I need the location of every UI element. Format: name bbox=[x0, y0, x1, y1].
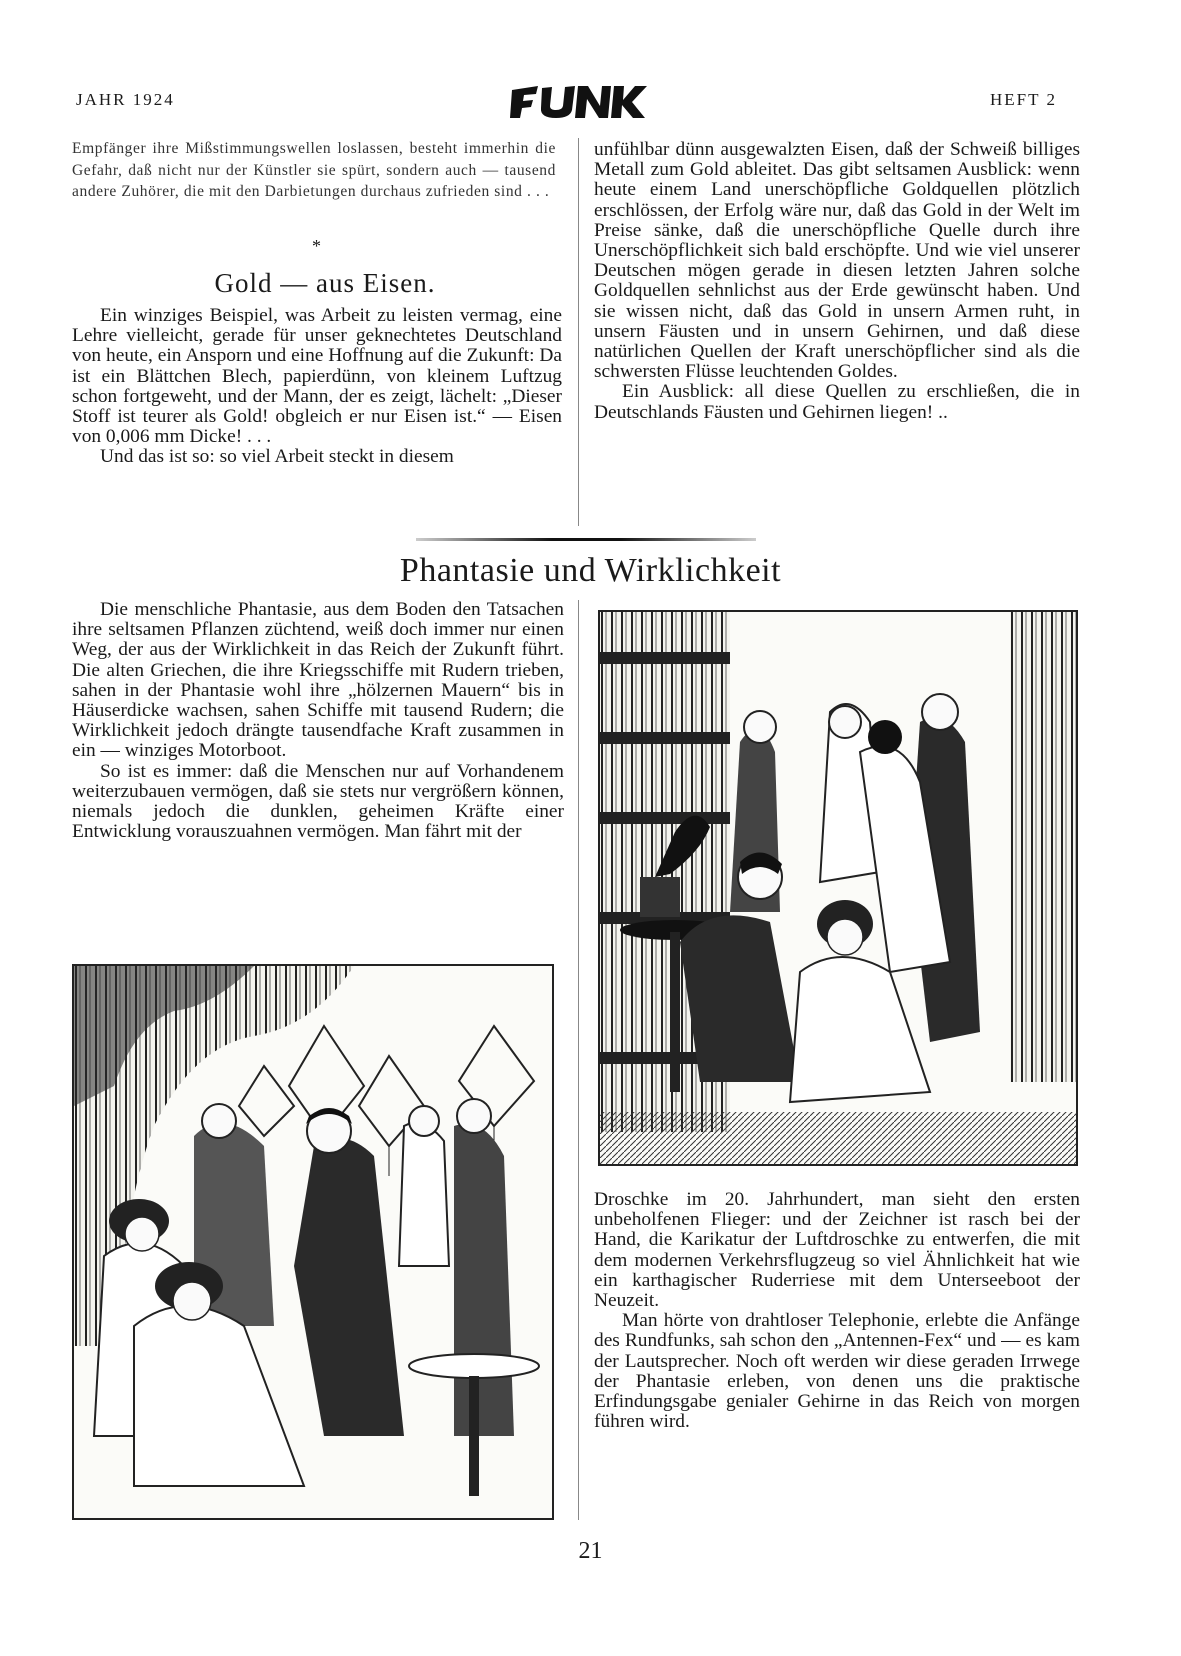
section-star: * bbox=[312, 236, 321, 256]
intro-text: Empfänger ihre Mißstimmungswellen loslassen, besteht immerhin die Gefahr, daß nicht nur der Künstler sie spürt, sondern auch — tausend andere Zuhörer, die mit den Darbietungen durchaus zufrieden sind . . . bbox=[72, 140, 556, 200]
article-paragraph-4: Man hörte von drahtloser Telephonie, erlebte die Anfänge des Rundfunks, sah schon den „Antennen-Fex“ und — es kam der Lautsprecher. Noch oft werden wir diese geraden Irrwege der Phantasie erleben, von denen uns die praktische Erfindungsgabe genialer Gehirne in das Reich von morgen führen wird. bbox=[594, 1310, 1080, 1433]
page-number: 21 bbox=[578, 1538, 603, 1564]
article-column-1 bbox=[72, 600, 564, 842]
gold-article bbox=[72, 306, 562, 468]
article-paragraph-2: So ist es immer: daß die Menschen nur auf Vorhandenem weiterzubauen vermögen, daß sie stets nur vergrößern können, niemals jedoch die dunklen, geheimen Kräfte einer Entwicklung vorauszuahnen vermögen. Man fährt mit der bbox=[72, 760, 564, 843]
article-title: Phantasie und Wirklichkeit bbox=[399, 552, 782, 589]
gold-article-continued bbox=[594, 140, 1080, 423]
illustration-dance-scene bbox=[598, 610, 1078, 1166]
column-divider-top bbox=[578, 138, 579, 526]
article-column-2 bbox=[594, 1190, 1080, 1432]
gold-paragraph-1: Ein winziges Beispiel, was Arbeit zu leisten vermag, eine Lehre vielleicht, gerade für unser geknechtetes Deutschland von heute, ein Ansporn und eine Hoffnung auf die Zukunft: Da ist ein Blättchen Blech, papierdünn, von kleinem Luftzug schon fortgeweht, und der Mann, der es zeigt, lächelt: „Dieser Stoff ist teurer als Gold! obgleich er nur Eisen ist.“ — Eisen von 0,006 mm Dicke! . . . bbox=[72, 305, 562, 448]
gold-paragraph-3: unfühlbar dünn ausgewalzten Eisen, daß der Schweiß billiges Metall zum Gold ableitet. Das gibt seltsamen Ausblick: wenn heute einem Land unerschöpfliche Goldquellen plötzlich erschlössen, der Erfolg wäre nur, daß das Gold in der Welt im Preise sänke, daß die unerschöpfliche Quelle durch ihre Unerschöpflichkeit sich bald erschöpfte. Und wie viel unserer Deutschen mögen gerade in diesen letzten Jahren solche Goldquellen sehnlichst aus der Erde gewünscht haben. Und sie wissen nicht, daß das Gold in unsern Armen ruht, in unsern Fäusten und in unsern Gehirnen, und daß diese natürlichen Quellen der Kraft unerschöpflicher sind als die schwersten Flüsse leuchtenden Goldes. bbox=[594, 139, 1080, 383]
gold-paragraph-4: Ein Ausblick: all diese Quellen zu erschließen, die in Deutschlands Fäusten und Gehirnen liegen! .. bbox=[594, 381, 1080, 423]
funk-logo bbox=[508, 80, 648, 120]
section-divider bbox=[416, 538, 756, 541]
section-heading-gold: Gold — aus Eisen. bbox=[214, 268, 436, 298]
column-divider-bottom bbox=[578, 600, 579, 1520]
illustration-antenna-party bbox=[72, 964, 554, 1520]
dance-scene-drawing bbox=[600, 612, 1076, 1164]
article-paragraph-1: Die menschliche Phantasie, aus dem Boden den Tatsachen ihre seltsamen Pflanzen züchtend, weiß doch immer nur einen Weg, der aus der Wirklichkeit in das Reich der Zukunft führt. Die alten Griechen, die ihre Kriegsschiffe mit Rudern trieben, sahen in der Phantasie wohl ihre „hölzernen Mauern“ bis in Häuserdicke wachsen, sahen Schiffe mit tausend Rudern; die Wirklichkeit jedoch drängte tausendfache Kraft zusammen in ein — winziges Motorboot. bbox=[72, 599, 564, 762]
article-paragraph-3: Droschke im 20. Jahrhundert, man sieht den ersten unbeholfenen Flieger: und der Zeichner ist rasch bei der Hand, die Karikatur der Luftdroschke zu entwerfen, die mit dem modernen Verkehrsflugzeug so viel Ähnlichkeit hat wie ein karthagischer Ruderriese mit dem Unterseeboot der Neuzeit. bbox=[594, 1189, 1080, 1312]
intro-paragraph bbox=[72, 138, 556, 203]
header-issue: HEFT 2 bbox=[990, 90, 1057, 109]
antenna-party-drawing bbox=[74, 966, 552, 1518]
header-year: JAHR 1924 bbox=[76, 90, 175, 109]
gold-paragraph-2: Und das ist so: so viel Arbeit steckt in diesem bbox=[100, 446, 454, 468]
